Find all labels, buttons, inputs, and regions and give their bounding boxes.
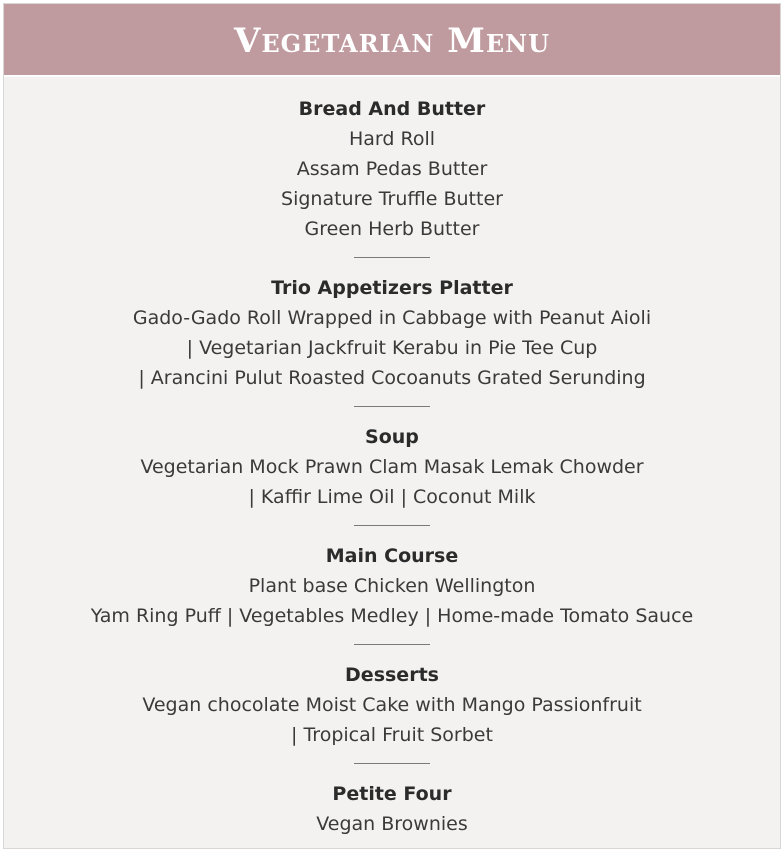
menu-content — [4, 77, 780, 848]
menu-section — [133, 273, 651, 393]
section-title: Soup — [365, 426, 419, 448]
section-divider — [354, 644, 430, 645]
section-divider — [354, 525, 430, 526]
menu-title: Vegetarian Menu — [234, 20, 550, 61]
menu-item: | Vegetarian Jackfruit Kerabu in Pie Tee Cup — [186, 337, 598, 359]
menu-section — [316, 779, 468, 839]
section-divider — [354, 257, 430, 258]
menu-item: | Kaffir Lime Oil | Coconut Milk — [248, 486, 536, 508]
section-title: Bread And Butter — [298, 98, 486, 120]
menu-item: Gado-Gado Roll Wrapped in Cabbage with Peanut Aioli — [132, 307, 652, 329]
menu-section — [142, 660, 641, 750]
menu-section — [91, 541, 693, 631]
section-title: Trio Appetizers Platter — [271, 277, 513, 299]
menu-item: Hard Roll — [348, 128, 436, 150]
menu-item: Vegetarian Mock Prawn Clam Masak Lemak Chowder — [140, 456, 644, 478]
menu-section — [281, 94, 503, 244]
menu-item: Yam Ring Puff | Vegetables Medley | Home-made Tomato Sauce — [90, 605, 694, 627]
section-title: Main Course — [325, 545, 459, 567]
menu-header — [4, 4, 780, 77]
section-title: Desserts — [345, 664, 439, 686]
menu-item: Assam Pedas Butter — [296, 158, 488, 180]
menu-card — [3, 3, 781, 849]
menu-item: Vegan chocolate Moist Cake with Mango Passionfruit — [142, 694, 642, 716]
menu-item: | Arancini Pulut Roasted Cocoanuts Grated Serunding — [138, 367, 646, 389]
section-title: Petite Four — [332, 783, 452, 805]
menu-item: Green Herb Butter — [304, 218, 480, 240]
menu-section — [140, 422, 643, 512]
section-divider — [354, 763, 430, 764]
menu-item: Plant base Chicken Wellington — [248, 575, 536, 597]
menu-item: Signature Truffle Butter — [281, 188, 503, 210]
menu-item: | Tropical Fruit Sorbet — [291, 724, 493, 746]
menu-item: Vegan Brownies — [316, 813, 468, 835]
section-divider — [354, 406, 430, 407]
